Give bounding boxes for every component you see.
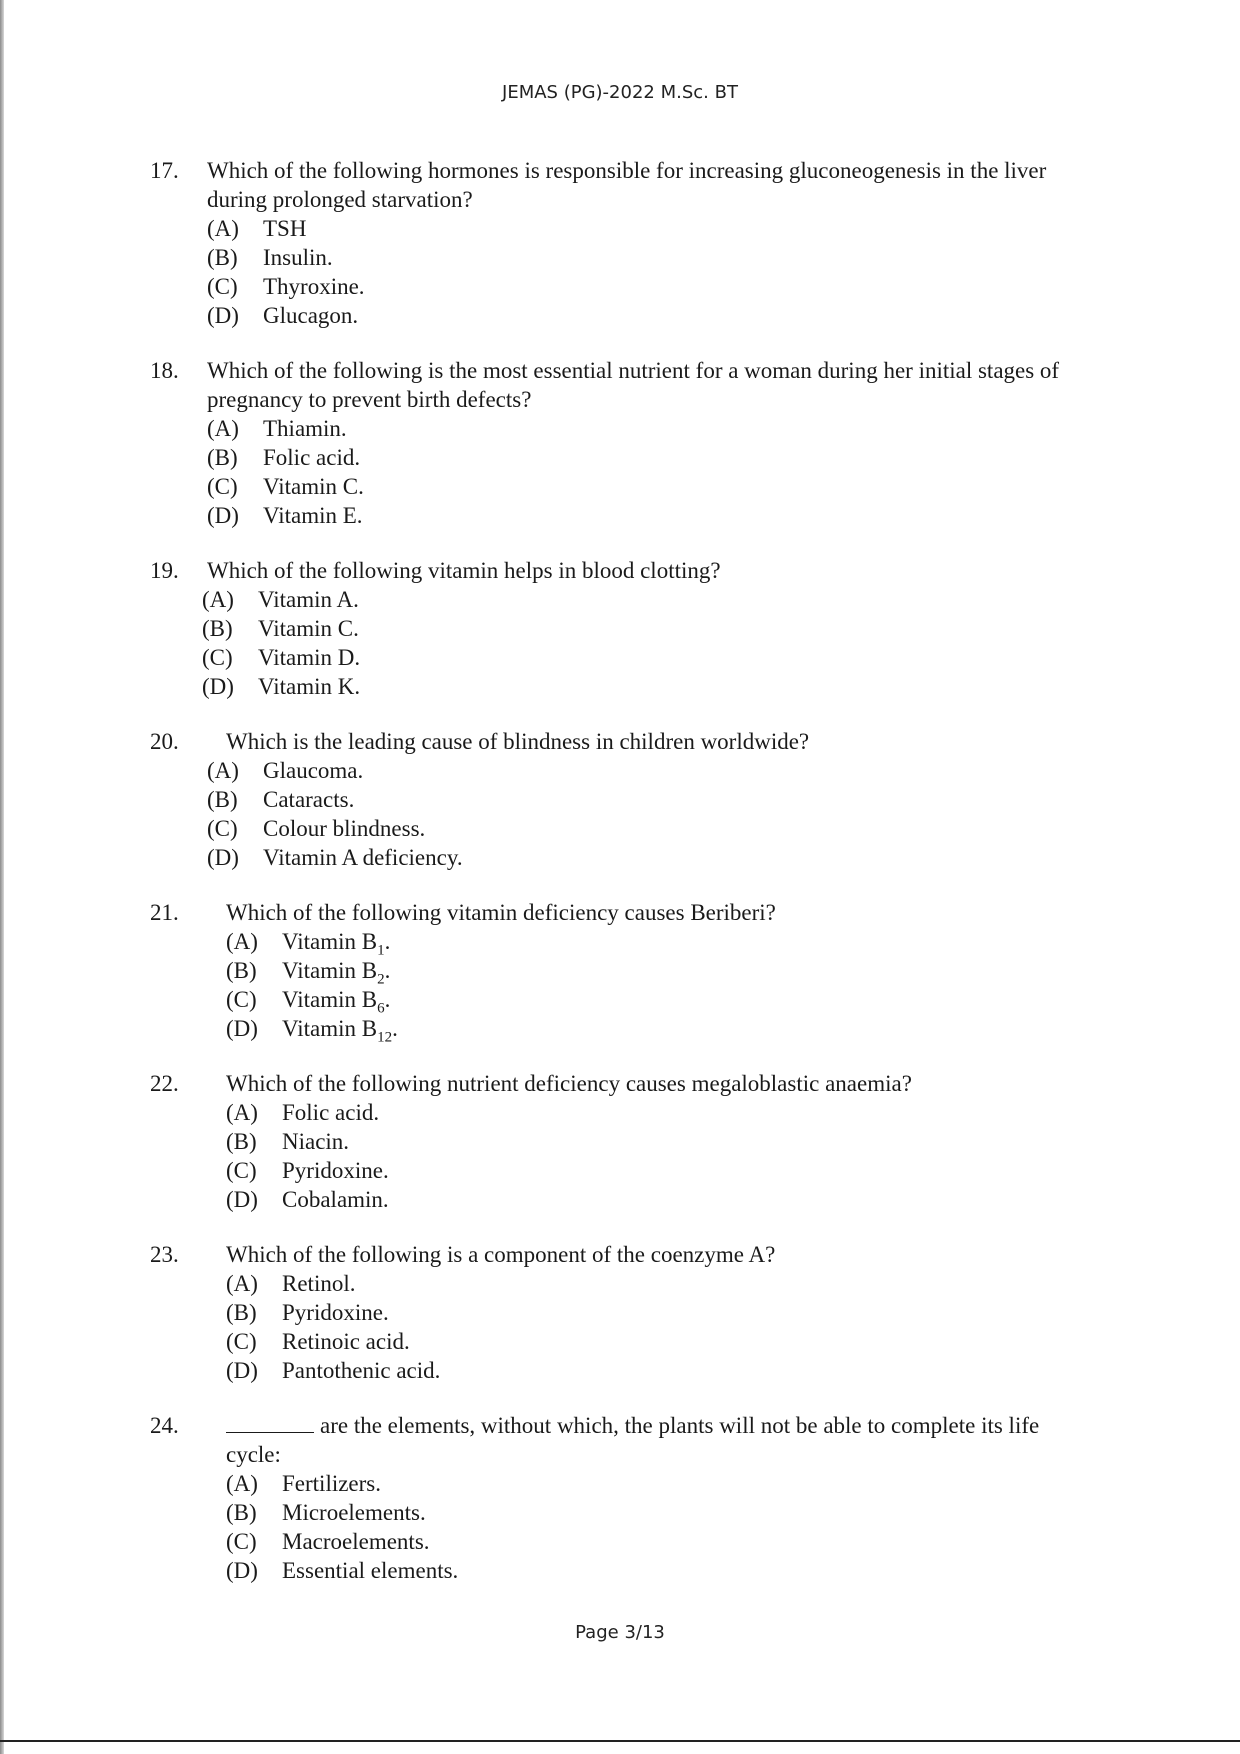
option-letter: (D) [207, 303, 239, 328]
option-b [226, 1127, 1240, 1156]
option-letter: (D) [207, 845, 239, 870]
option-letter: (A) [207, 758, 239, 783]
option-text: Cobalamin. [282, 1187, 389, 1212]
option-letter: (A) [207, 416, 239, 441]
option-text: Vitamin $B_1$. [282, 929, 391, 959]
question-text: Which of the following vitamin deficiency causes Beriberi? [226, 900, 776, 925]
question-number: 22. [150, 1071, 179, 1096]
option-d [226, 1014, 1240, 1046]
option-text: Vitamin A deficiency. [263, 845, 463, 870]
option-letter: (B) [226, 1300, 257, 1325]
option-d [202, 672, 1240, 701]
option-letter: (C) [226, 1158, 257, 1183]
question-23 [0, 1240, 1240, 1385]
question-number: 17. [150, 158, 179, 183]
option-b [226, 1298, 1240, 1327]
option-c [202, 643, 1240, 672]
question-20 [0, 727, 1240, 872]
option-d [226, 1185, 1240, 1214]
option-a [207, 414, 1240, 443]
question-text: Which of the following nutrient deficiency causes megaloblastic anaemia? [226, 1071, 912, 1096]
option-letter: (C) [207, 274, 238, 299]
question-17 [0, 156, 1240, 330]
question-text: Which of the following vitamin helps in blood clotting? [207, 558, 721, 583]
option-letter: (C) [207, 474, 238, 499]
option-letter: (B) [202, 616, 233, 641]
option-list [0, 585, 1240, 701]
option-d [226, 1356, 1240, 1385]
page-number: Page 3/13 [575, 1622, 665, 1643]
option-d [226, 1556, 1240, 1585]
option-letter: (D) [226, 1558, 258, 1583]
option-letter: (D) [226, 1187, 258, 1212]
question-number: 18. [150, 358, 179, 383]
option-list [0, 1269, 1240, 1385]
question-19 [0, 556, 1240, 701]
option-b [207, 243, 1240, 272]
question-text: Which is the leading cause of blindness in children worldwide? [226, 729, 810, 754]
option-letter: (B) [226, 1129, 257, 1154]
option-a [226, 927, 1240, 959]
question-list [0, 156, 1240, 1611]
option-text: Vitamin K. [258, 674, 361, 699]
option-letter: (A) [226, 1100, 258, 1125]
option-text: Glaucoma. [263, 758, 364, 783]
option-letter: (A) [202, 587, 234, 612]
option-text: Vitamin E. [263, 503, 363, 528]
option-letter: (C) [202, 645, 233, 670]
option-list [0, 1469, 1240, 1585]
option-a [226, 1269, 1240, 1298]
option-c [226, 985, 1240, 1017]
option-b [226, 1498, 1240, 1527]
option-text: Fertilizers. [282, 1471, 381, 1496]
option-text: TSH [263, 216, 307, 241]
question-text: are the elements, without which, the plants will not be able to complete its life cycle: [226, 1413, 1040, 1467]
option-a [202, 585, 1240, 614]
option-c [207, 472, 1240, 501]
option-b [226, 956, 1240, 988]
question-text: Which of the following is the most essential nutrient for a woman during her initial stages of pregnancy to prevent birth defects? [207, 358, 1060, 412]
option-text: Macroelements. [282, 1529, 430, 1554]
question-number: 24. [150, 1413, 179, 1438]
option-letter: (D) [207, 503, 239, 528]
option-text: Vitamin D. [258, 645, 361, 670]
option-b [207, 443, 1240, 472]
question-18 [0, 356, 1240, 530]
option-letter: (D) [226, 1016, 258, 1041]
option-text: Cataracts. [263, 787, 355, 812]
option-letter: (B) [207, 245, 238, 270]
option-d [207, 301, 1240, 330]
option-c [207, 814, 1240, 843]
question-24 [0, 1411, 1240, 1585]
option-text: Vitamin $B_{12}$. [282, 1016, 398, 1046]
option-letter: (B) [226, 958, 257, 983]
option-a [207, 214, 1240, 243]
option-text: Pyridoxine. [282, 1158, 389, 1183]
option-d [207, 843, 1240, 872]
page-header: JEMAS (PG)-2022 M.Sc. BT [502, 82, 738, 103]
option-a [207, 756, 1240, 785]
option-b [207, 785, 1240, 814]
option-text: Insulin. [263, 245, 333, 270]
option-letter: (C) [226, 1329, 257, 1354]
option-text: Vitamin A. [258, 587, 359, 612]
question-21 [0, 898, 1240, 1046]
option-text: Vitamin C. [258, 616, 359, 641]
option-letter: (A) [226, 1271, 258, 1296]
option-letter: (B) [226, 1500, 257, 1525]
option-letter: (B) [207, 445, 238, 470]
option-text: Glucagon. [263, 303, 359, 328]
option-c [226, 1156, 1240, 1185]
option-b [202, 614, 1240, 643]
option-c [226, 1327, 1240, 1356]
question-text: Which of the following is a component of the coenzyme A? [226, 1242, 776, 1267]
option-a [226, 1098, 1240, 1127]
option-list [0, 1098, 1240, 1214]
option-text: Colour blindness. [263, 816, 426, 841]
option-letter: (B) [207, 787, 238, 812]
question-text: Which of the following hormones is responsible for increasing gluconeogenesis in the liver during prolonged starvation? [207, 158, 1047, 212]
option-letter: (A) [226, 929, 258, 954]
option-c [226, 1527, 1240, 1556]
question-number: 21. [150, 900, 179, 925]
option-list [0, 927, 1240, 1046]
option-c [207, 272, 1240, 301]
option-text: Vitamin $B_2$. [282, 958, 391, 988]
option-letter: (D) [202, 674, 234, 699]
question-22 [0, 1069, 1240, 1214]
bottom-rule [0, 1740, 1240, 1742]
option-text: Pyridoxine. [282, 1300, 389, 1325]
question-number: 19. [150, 558, 179, 583]
answer-blank [226, 1412, 314, 1433]
option-list [0, 214, 1240, 330]
option-text: Thiamin. [263, 416, 347, 441]
question-number: 20. [150, 729, 179, 754]
option-list [0, 756, 1240, 872]
option-text: Retinoic acid. [282, 1329, 410, 1354]
question-number: 23. [150, 1242, 179, 1267]
option-letter: (C) [226, 1529, 257, 1554]
option-text: Folic acid. [263, 445, 361, 470]
option-text: Vitamin $B_6$. [282, 987, 391, 1017]
option-text: Pantothenic acid. [282, 1358, 441, 1383]
option-text: Vitamin C. [263, 474, 364, 499]
option-text: Thyroxine. [263, 274, 365, 299]
option-a [226, 1469, 1240, 1498]
option-list [0, 414, 1240, 530]
option-text: Retinol. [282, 1271, 356, 1296]
option-d [207, 501, 1240, 530]
option-text: Essential elements. [282, 1558, 459, 1583]
option-letter: (A) [207, 216, 239, 241]
option-letter: (C) [226, 987, 257, 1012]
option-text: Microelements. [282, 1500, 426, 1525]
option-letter: (A) [226, 1471, 258, 1496]
option-text: Folic acid. [282, 1100, 380, 1125]
option-letter: (D) [226, 1358, 258, 1383]
option-text: Niacin. [282, 1129, 350, 1154]
option-letter: (C) [207, 816, 238, 841]
